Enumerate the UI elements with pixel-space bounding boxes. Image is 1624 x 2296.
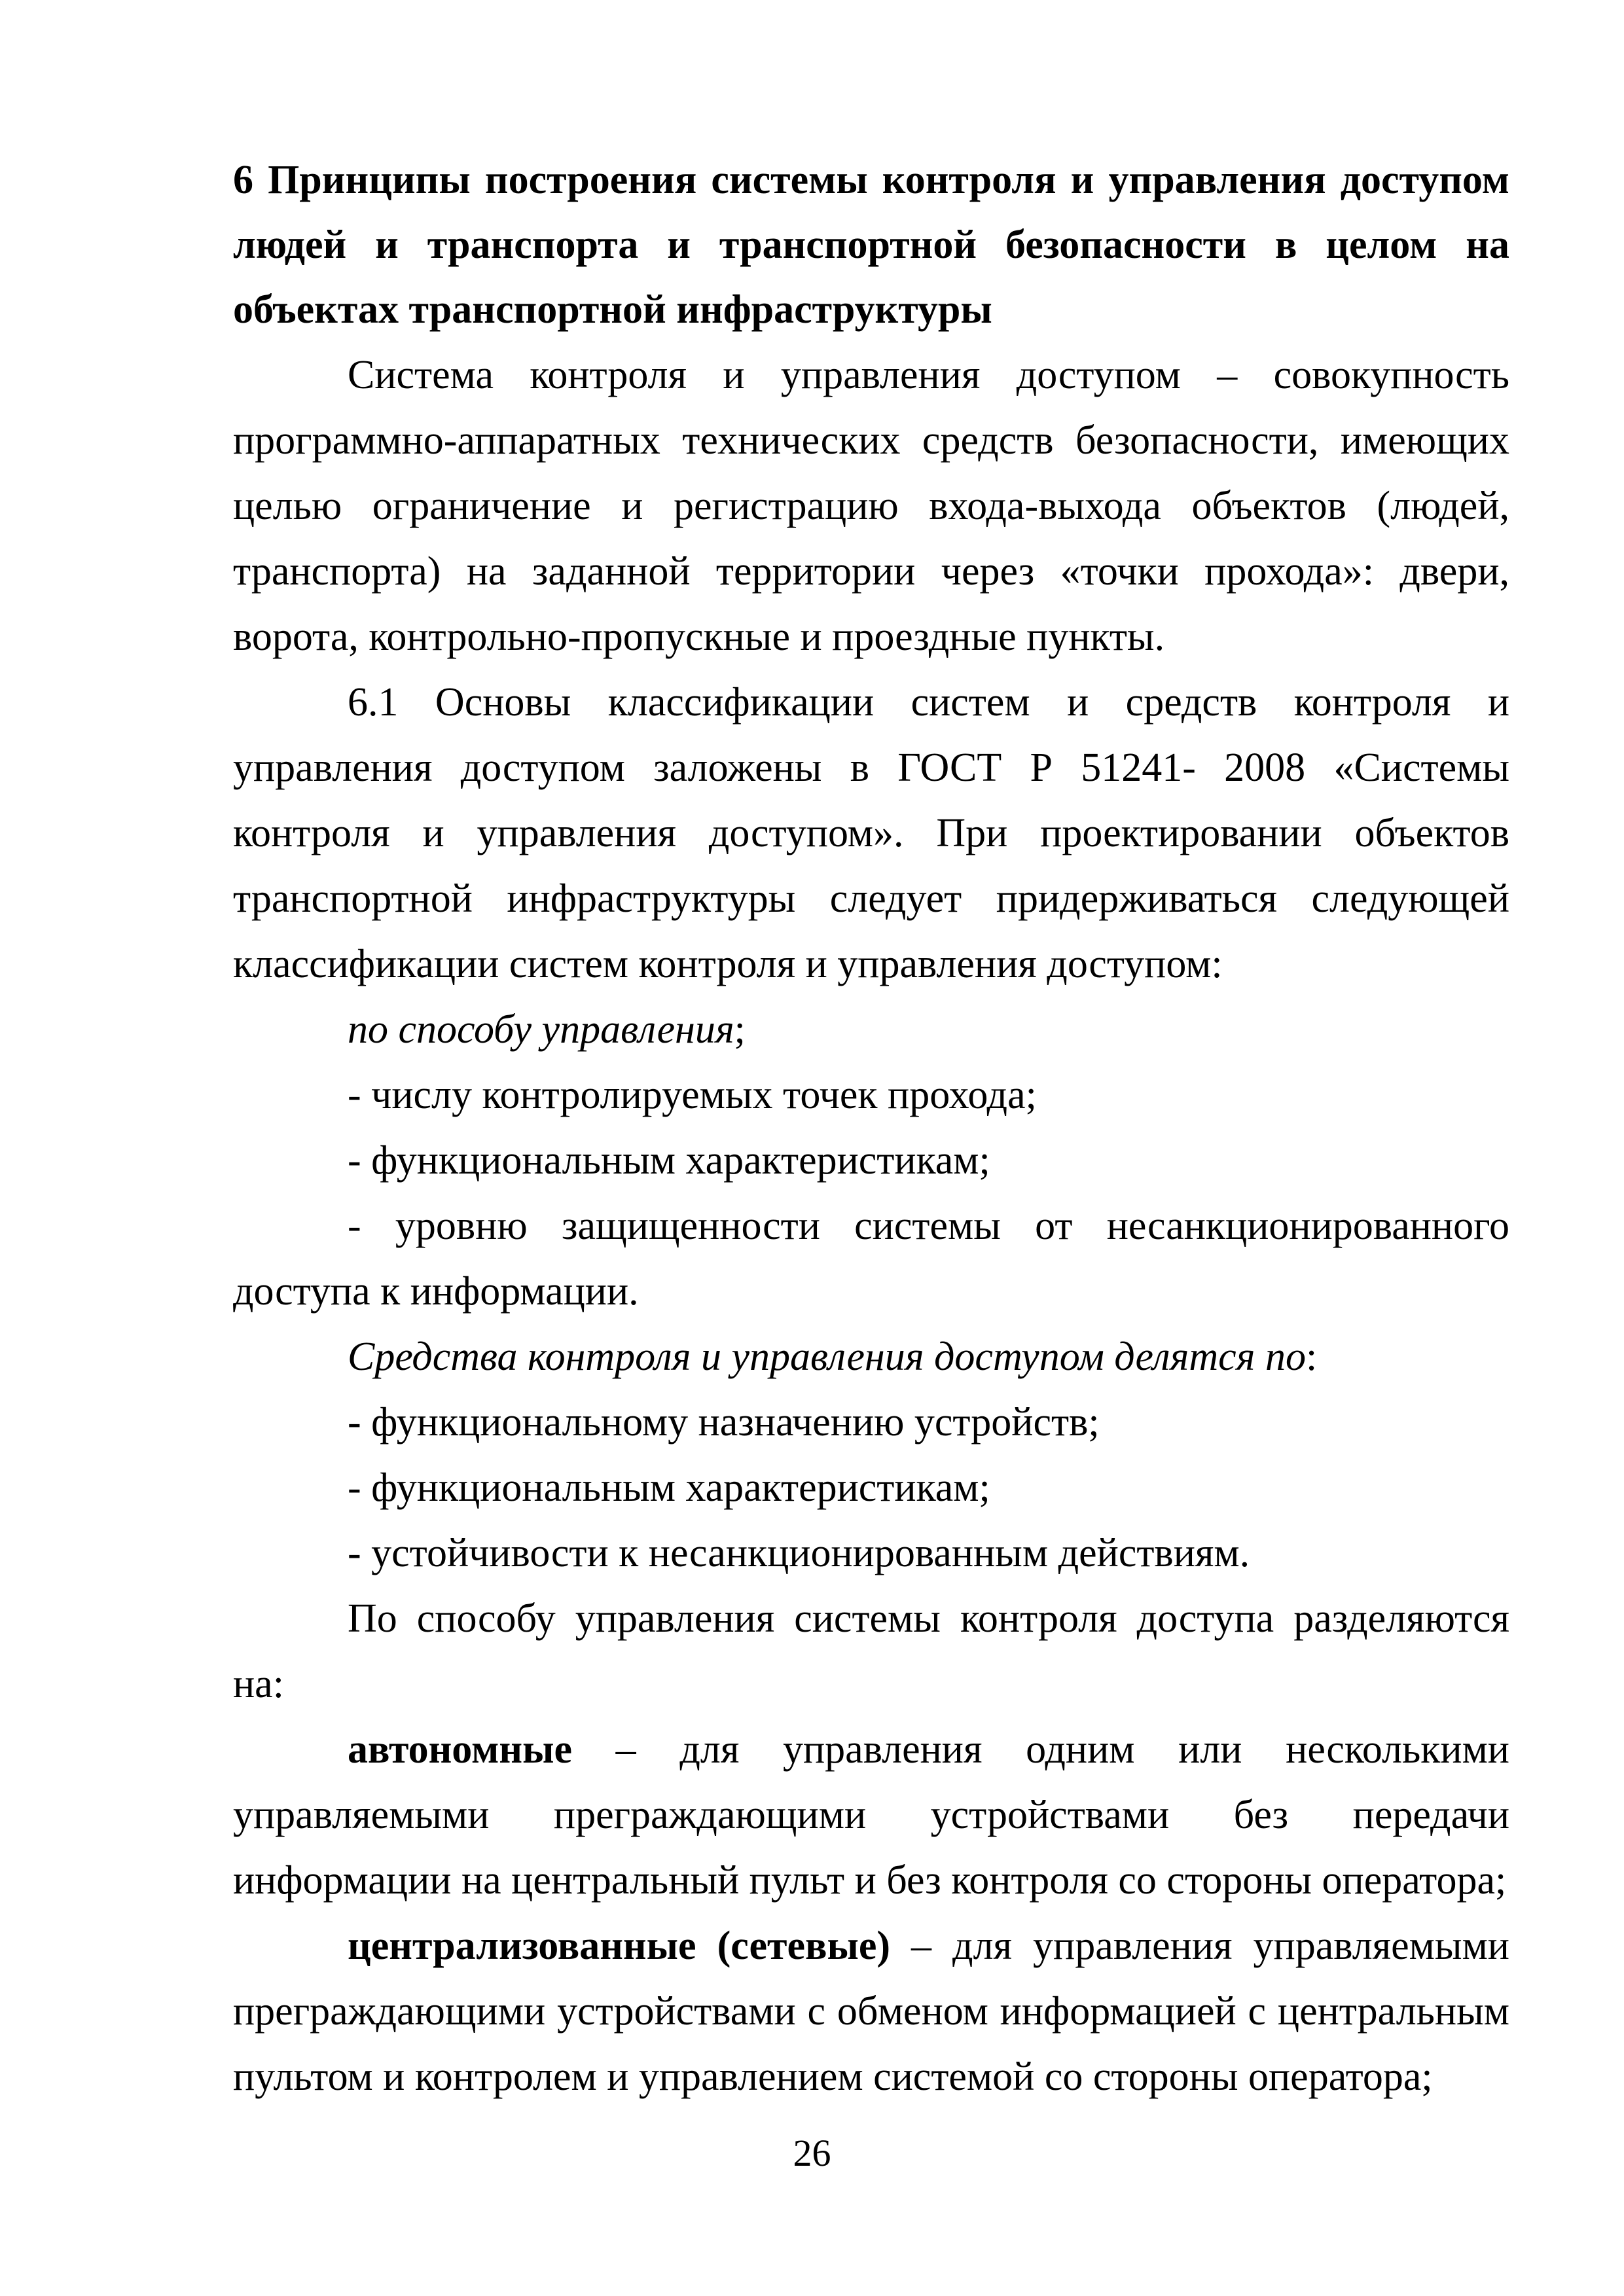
list-item: - функциональным характеристикам; <box>348 1465 990 1510</box>
list-item: - устойчивости к несанкционированным действиям. <box>348 1531 1250 1575</box>
list-item: - числу контролируемых точек прохода; <box>348 1073 1037 1117</box>
list-lead-means <box>233 1324 1509 1390</box>
list-item: - функциональным характеристикам; <box>348 1138 990 1183</box>
list-lead-control-method <box>233 997 1509 1062</box>
list-lead-tail: : <box>1305 1335 1318 1379</box>
term-centralized: централизованные (сетевые) <box>348 1924 891 1968</box>
definition-centralized: – для управления управляемыми преграждающими устройствами с обменом информацией с центральным пультом и контролем и управлением системой со стороны оператора; <box>233 1924 1509 2099</box>
list-item: - уровню защищенности системы от несанкционированного доступа к информации. <box>233 1204 1509 1314</box>
paragraph-control-types: По способу управления системы контроля доступа разделяются на: <box>233 1596 1509 1706</box>
paragraph-classification: 6.1 Основы классификации систем и средств контроля и управления доступом заложены в ГОСТ Р 51241- 2008 «Системы контроля и управления доступом». При проектировании объектов транспортной инфраструктуры следует придерживаться следующей классификации систем контроля и управления доступом: <box>233 680 1509 986</box>
section-heading: 6 Принципы построения системы контроля и управления доступом людей и транспорта и транспортной безопасности в целом на объектах транспортной инфраструктуры <box>233 158 1509 332</box>
list-item: - функциональному назначению устройств; <box>348 1400 1100 1444</box>
definition-autonomous: – для управления одним или несколькими управляемыми преграждающими устройствами без передачи информации на центральный пульт и без контроля со стороны оператора; <box>233 1727 1509 1903</box>
list-lead-italic: Средства контроля и управления доступом делятся по <box>348 1335 1306 1379</box>
list-lead-tail: ; <box>734 1007 746 1052</box>
page-body <box>233 148 1509 2109</box>
paragraph-autonomous <box>233 1717 1509 1913</box>
term-autonomous: автономные <box>348 1727 572 1772</box>
list-lead-italic: по способу управления <box>348 1007 734 1052</box>
paragraph-centralized <box>233 1913 1509 2109</box>
page-number: 26 <box>793 2132 831 2174</box>
paragraph-definition: Система контроля и управления доступом – совокупность программно-аппаратных технических средств безопасности, имеющих целью ограничение и регистрацию входа-выхода объектов (людей, транспорта) на заданной территории через «точки прохода»: двери, ворота, контрольно-пропускные и проездные пункты. <box>233 353 1509 659</box>
